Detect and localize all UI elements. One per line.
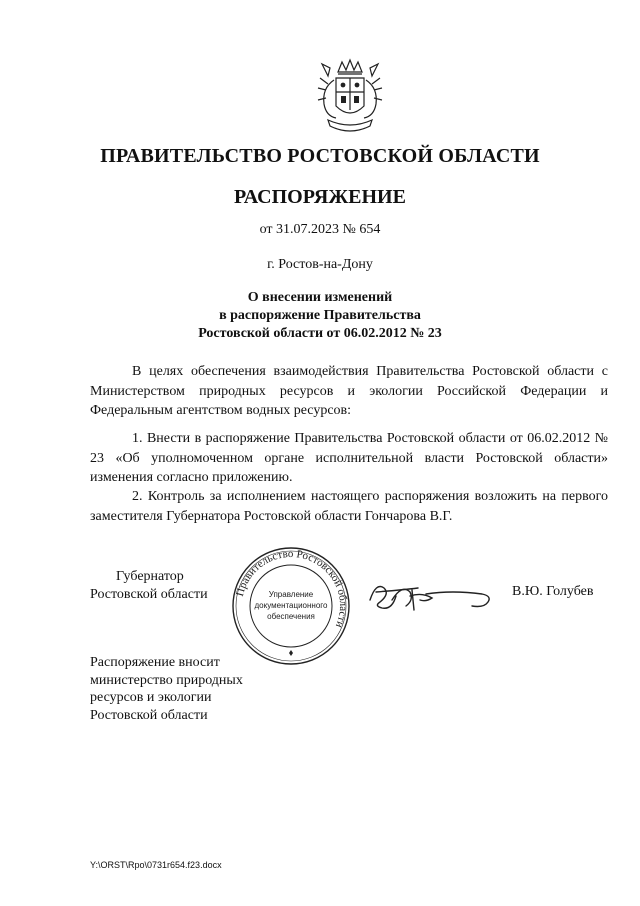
item-1-paragraph: 1. Внести в распоряжение Правительства Ростовской области от 06.02.2012 № 23 «Об уполномоченном органе исполнительной власти Ростовской области» изменения согласно приложению. bbox=[90, 431, 608, 485]
stamp-inner-line-1: Управление bbox=[268, 590, 314, 599]
position-line-1: Губернатор bbox=[116, 569, 184, 584]
coat-of-arms-emblem-icon bbox=[314, 58, 386, 136]
position-line-2: Ростовской области bbox=[90, 587, 208, 602]
document-date-number: от 31.07.2023 № 654 bbox=[259, 222, 381, 237]
signatory-position bbox=[90, 568, 230, 604]
government-title: ПРАВИТЕЛЬСТВО РОСТОВСКОЙ ОБЛАСТИ bbox=[100, 145, 540, 167]
note-line-1: Распоряжение вносит bbox=[90, 655, 220, 670]
intro-paragraph: В целях обеспечения взаимодействия Правительства Ростовской области с Министерством природных ресурсов и экологии Российской Федерации и Федеральным агентством водных ресурсов: bbox=[90, 364, 608, 418]
footer-file-path: Y:\ORST\Rpo\0731r654.f23.docx bbox=[90, 860, 222, 870]
stamp-inner-line-3: обеспечения bbox=[267, 612, 315, 621]
document-type-title: РАСПОРЯЖЕНИЕ bbox=[234, 186, 406, 208]
note-line-3: ресурсов и экологии bbox=[90, 690, 212, 705]
note-line-2: министерство природных bbox=[90, 672, 243, 688]
subject-line-2: в распоряжение Правительства bbox=[219, 308, 421, 323]
note-line-4: Ростовской области bbox=[90, 707, 208, 723]
signer-name: В.Ю. Голубев bbox=[512, 584, 594, 599]
document-city: г. Ростов-на-Дону bbox=[267, 257, 373, 272]
item-2-paragraph: 2. Контроль за исполнением настоящего распоряжения возложить на первого заместителя Губернатора Ростовской области Гончарова В.Г. bbox=[90, 489, 608, 524]
subject-line-3: Ростовской области от 06.02.2012 № 23 bbox=[198, 326, 442, 341]
subject-line-1: О внесении изменений bbox=[247, 290, 393, 305]
submitter-note bbox=[90, 654, 290, 724]
stamp-outer-text: Правительство Ростовской области bbox=[234, 547, 350, 630]
handwritten-signature bbox=[362, 570, 502, 620]
document-subject bbox=[0, 289, 640, 343]
stamp-inner-line-2: документационного bbox=[254, 601, 328, 610]
official-stamp bbox=[230, 545, 352, 667]
